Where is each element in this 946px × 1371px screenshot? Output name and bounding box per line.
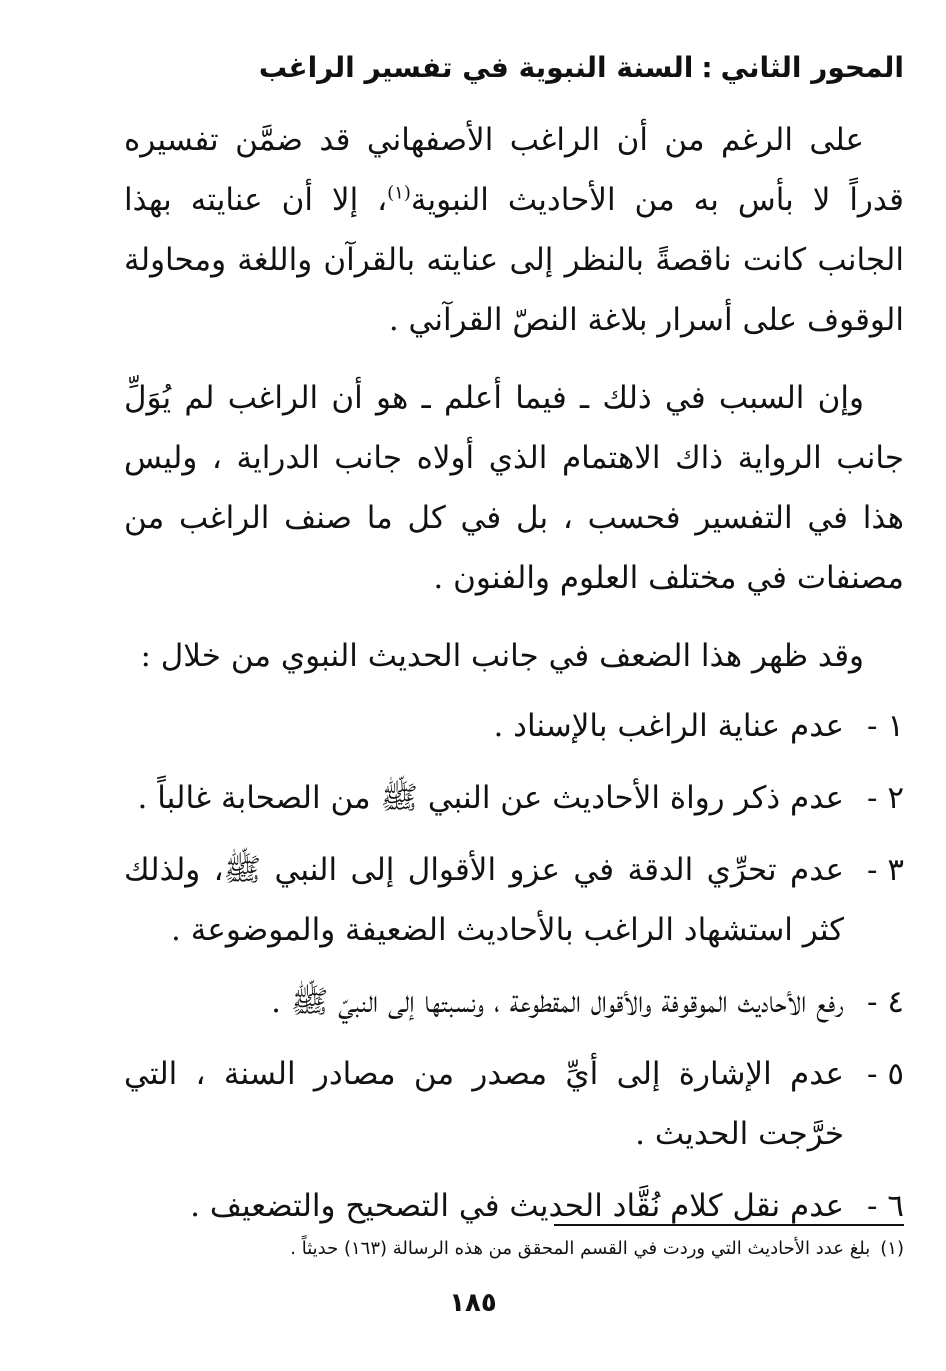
list-item-text: عدم الإشارة إلى أيِّ مصدر من مصادر السنة ، التي خرَّجت الحديث . (124, 1056, 844, 1152)
section-heading (124, 46, 904, 90)
list-item-text: عدم نقل كلام نُقَّاد الحديث في التصحيح والتضعيف . (190, 1188, 844, 1224)
list-item (124, 840, 904, 960)
paragraph-2: وإن السبب في ذلك ـ فيما أعلم ـ هو أن الراغب لم يُوَلِّ جانب الرواية ذاك الاهتمام الذي أولاه جانب الدراية ، وليس هذا في التفسير فحسب ، بل في كل ما صنف الراغب من مصنفات في مختلف العلوم والفنون . (124, 380, 904, 596)
footnote-reference[interactable]: (١) (387, 182, 411, 204)
list-item (124, 768, 904, 828)
paragraph-gap (124, 608, 904, 626)
list-item-text: عدم ذكر رواة الأحاديث عن النبي ﷺ من الصحابة غالباً . (137, 780, 844, 816)
list-item-number: ١ - (867, 708, 904, 744)
list-item-number: ٣ - (867, 852, 904, 888)
list-item-text: رفع الأحاديث الموقوفة والأقوال المقطوعة ، ونسبتها إلى النبيّ ﷺ . (271, 984, 844, 1020)
footnote-text: بلغ عدد الأحاديث التي وردت في القسم المحقق من هذه الرسالة (١٦٣) حديثاً . (290, 1238, 871, 1259)
paragraph-gap (124, 350, 904, 368)
page-number: ١٨٥ (449, 1288, 497, 1318)
list-item-text: عدم تحرِّي الدقة في عزو الأقوال إلى النبي ﷺ، ولذلك كثر استشهاد الراغب بالأحاديث الضعيفة والموضوعة . (124, 852, 844, 948)
footnote-mark: (١) (880, 1238, 904, 1259)
list-item-number: ٥ - (867, 1056, 904, 1092)
list-item-text: عدم عناية الراغب بالإسناد . (493, 708, 844, 744)
heading-title: السنة النبوية في تفسير الراغب (258, 51, 694, 84)
list-item (124, 1044, 904, 1164)
heading-prefix: المحور الثاني (720, 51, 904, 84)
paragraph-3: وقد ظهر هذا الضعف في جانب الحديث النبوي من خلال : (140, 638, 864, 674)
paragraph-1-text-continued: ، إلا أن عنايته بهذا الجانب كانت ناقصةً بالنظر إلى عنايته بالقرآن واللغة ومحاولة الوقوف على أسرار بلاغة النصّ القرآني . (124, 182, 904, 338)
list-item (124, 696, 904, 756)
list-item-number: ٦ - (867, 1188, 904, 1224)
footnote (124, 1234, 904, 1264)
paragraph-1-text: على الرغم من أن الراغب الأصفهاني قد ضمَّن تفسيره قدراً لا بأس به من الأحاديث النبوية (124, 122, 904, 218)
list-item (124, 1176, 904, 1236)
list-item-number: ٢ - (867, 780, 904, 816)
list-item-number: ٤ - (867, 984, 904, 1020)
footnote-divider (554, 1224, 904, 1226)
list-item (124, 972, 904, 1032)
paragraph-1 (124, 110, 904, 350)
heading-separator: : (701, 51, 713, 84)
